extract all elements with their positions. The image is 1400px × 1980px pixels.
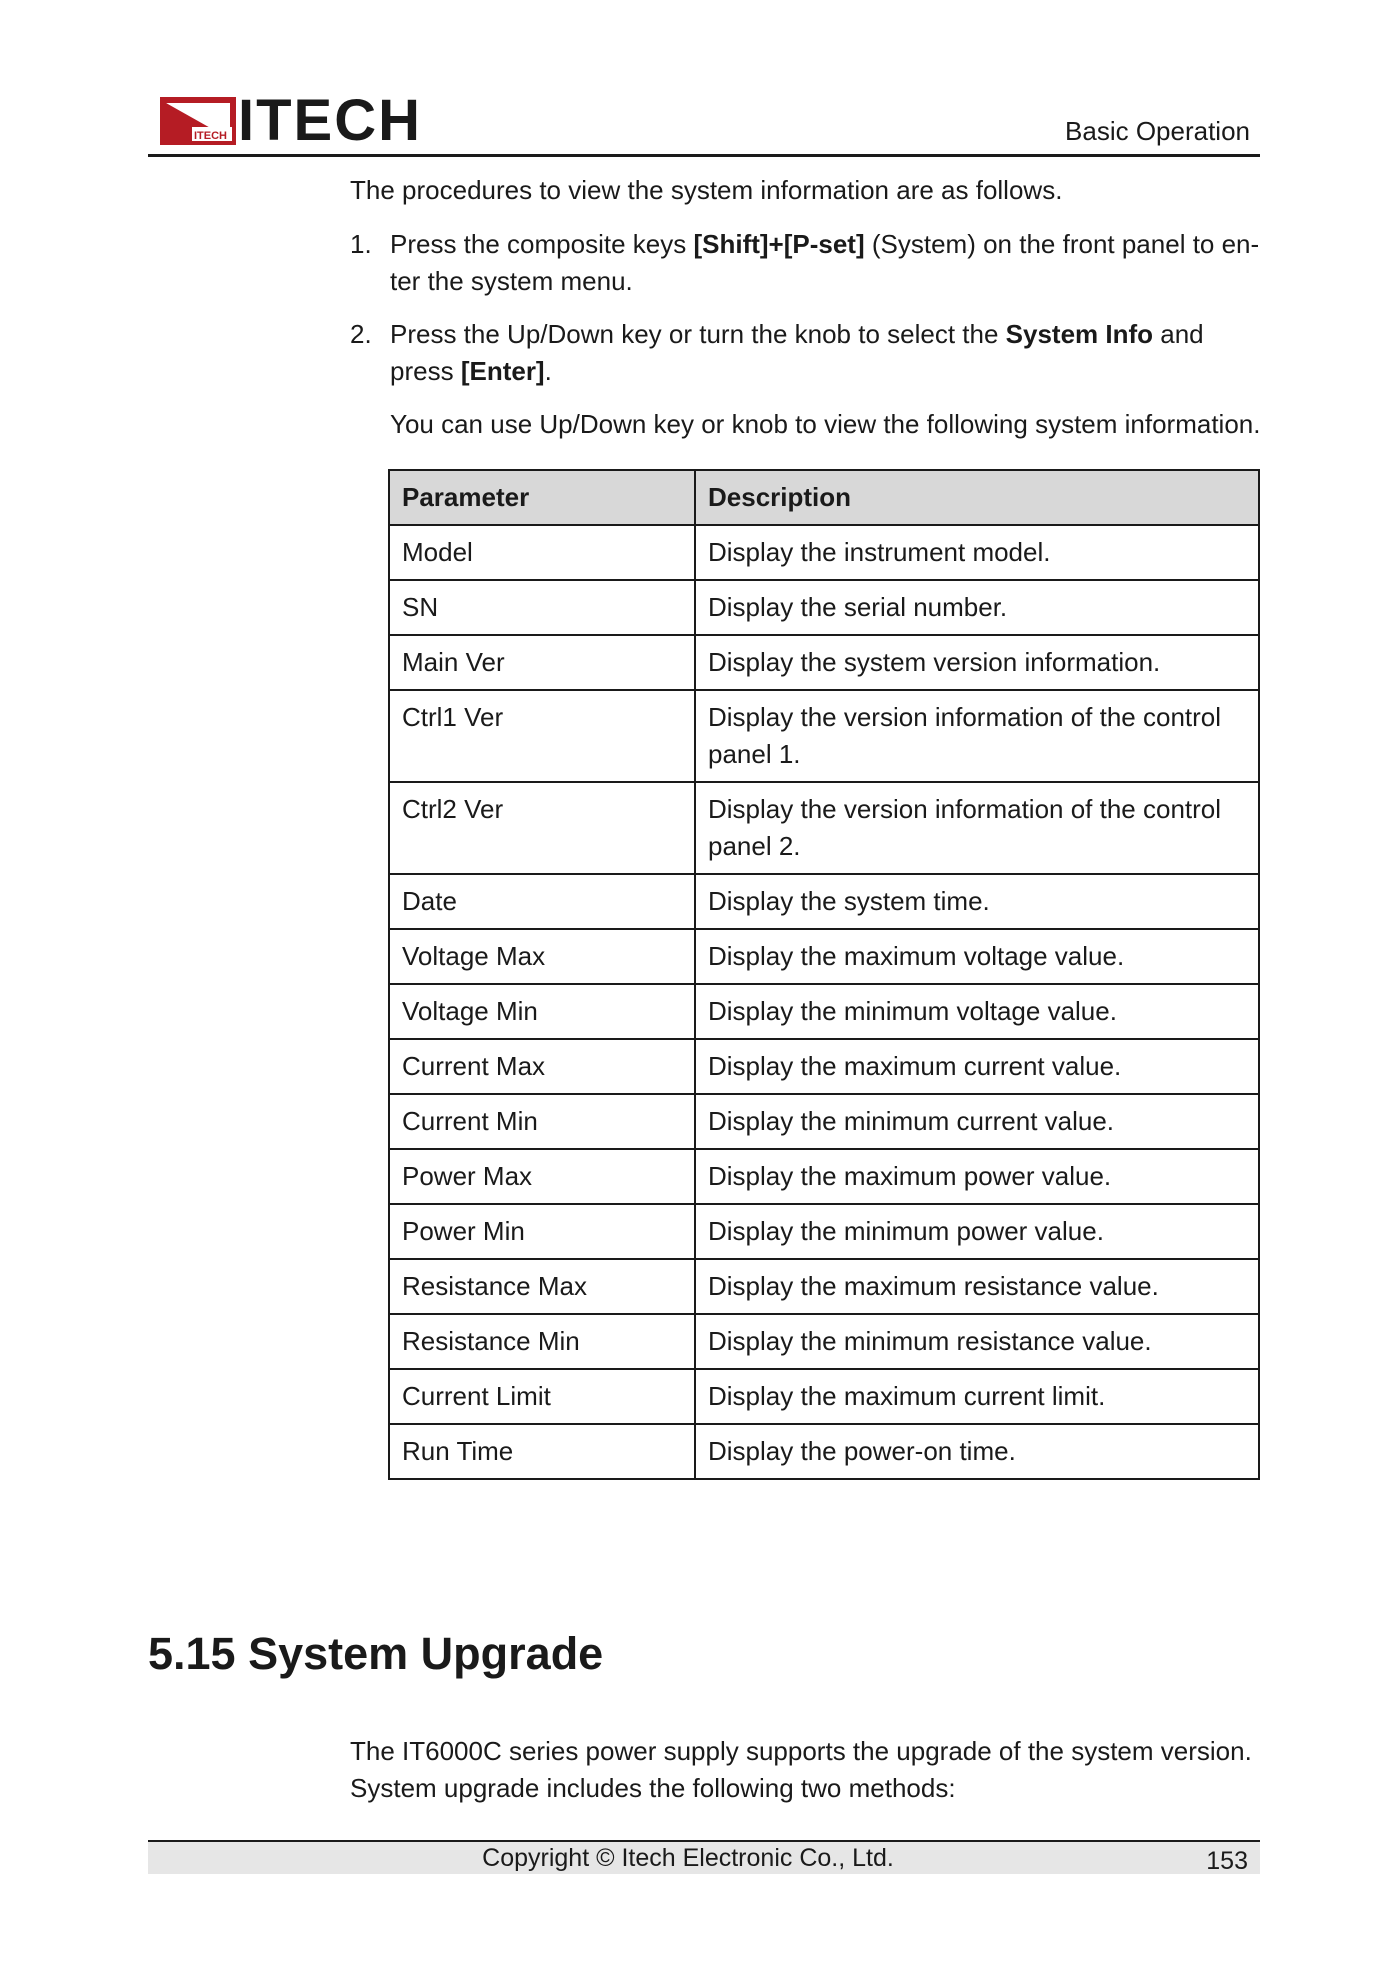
desc-cell: Display the serial number.	[695, 580, 1259, 635]
param-cell: Ctrl1 Ver	[389, 690, 695, 782]
itech-logo-mark-icon	[160, 97, 236, 145]
desc-cell: Display the maximum voltage value.	[695, 929, 1259, 984]
table-row	[389, 874, 1259, 929]
table-row	[389, 1424, 1259, 1479]
table-row	[389, 1039, 1259, 1094]
logo-small-text: ITECH	[194, 130, 227, 142]
table-row	[389, 1094, 1259, 1149]
param-cell: SN	[389, 580, 695, 635]
desc-cell: Display the system version information.	[695, 635, 1259, 690]
table-row	[389, 929, 1259, 984]
section-heading: 5.15 System Upgrade	[148, 1628, 604, 1679]
header-description: Description	[695, 470, 1259, 525]
header-parameter: Parameter	[389, 470, 695, 525]
table-row	[389, 1259, 1259, 1314]
note-paragraph: You can use Up/Down key or knob to view the following system information.	[390, 409, 1261, 439]
desc-cell: Display the power-on time.	[695, 1424, 1259, 1479]
table-row	[389, 984, 1259, 1039]
param-cell: Voltage Min	[389, 984, 695, 1039]
param-cell: Power Min	[389, 1204, 695, 1259]
table-row	[389, 580, 1259, 635]
logo-wordmark: ITECH	[238, 88, 422, 153]
system-info-table	[388, 469, 1260, 1480]
table-row	[389, 1149, 1259, 1204]
system-info-item: System Info	[1005, 319, 1154, 349]
desc-cell: Display the minimum resistance value.	[695, 1314, 1259, 1369]
param-cell: Model	[389, 525, 695, 580]
param-cell: Main Ver	[389, 635, 695, 690]
running-header-section: Basic Operation	[1065, 116, 1250, 146]
param-cell: Power Max	[389, 1149, 695, 1204]
table-row	[389, 1314, 1259, 1369]
step-number: 2.	[350, 319, 372, 349]
desc-cell: Display the maximum power value.	[695, 1149, 1259, 1204]
table-row	[389, 1204, 1259, 1259]
param-cell: Current Max	[389, 1039, 695, 1094]
table-row	[389, 1369, 1259, 1424]
page-number: 153	[1206, 1847, 1248, 1875]
table-header-row	[389, 470, 1259, 525]
table-row	[389, 690, 1259, 782]
desc-cell: Display the maximum current limit.	[695, 1369, 1259, 1424]
shift-pset-keys: [Shift]+[P-set]	[693, 229, 865, 259]
copyright-text: Copyright © Itech Electronic Co., Ltd.	[482, 1844, 894, 1872]
step-2	[350, 316, 1260, 390]
enter-key: [Enter]	[460, 356, 545, 386]
param-cell: Voltage Max	[389, 929, 695, 984]
desc-cell: Display the maximum resistance value.	[695, 1259, 1259, 1314]
desc-cell: Display the minimum voltage value.	[695, 984, 1259, 1039]
param-cell: Ctrl2 Ver	[389, 782, 695, 874]
param-cell: Resistance Max	[389, 1259, 695, 1314]
step-text: Press the Up/Down key or turn the knob to select the System Info and press [Enter].	[390, 319, 1204, 386]
step-1	[350, 226, 1260, 300]
desc-cell: Display the version information of the control panel 2.	[695, 782, 1259, 874]
desc-cell: Display the version information of the control panel 1.	[695, 690, 1259, 782]
desc-cell: Display the instrument model.	[695, 525, 1259, 580]
table-row	[389, 635, 1259, 690]
param-cell: Current Min	[389, 1094, 695, 1149]
param-cell: Current Limit	[389, 1369, 695, 1424]
table-row	[389, 782, 1259, 874]
itech-logo	[160, 88, 422, 153]
param-cell: Date	[389, 874, 695, 929]
desc-cell: Display the maximum current value.	[695, 1039, 1259, 1094]
header-divider	[148, 154, 1260, 157]
desc-cell: Display the minimum current value.	[695, 1094, 1259, 1149]
desc-cell: Display the system time.	[695, 874, 1259, 929]
intro-paragraph: The procedures to view the system information are as follows.	[350, 175, 1063, 205]
step-text: Press the composite keys [Shift]+[P-set] (System) on the front panel to en-ter the system menu.	[390, 229, 1260, 296]
desc-cell: Display the minimum power value.	[695, 1204, 1259, 1259]
upgrade-paragraph: The IT6000C series power supply supports the upgrade of the system version. System upgrade includes the following two methods:	[350, 1736, 1252, 1803]
param-cell: Resistance Min	[389, 1314, 695, 1369]
table-row	[389, 525, 1259, 580]
step-number: 1.	[350, 229, 372, 259]
param-cell: Run Time	[389, 1424, 695, 1479]
